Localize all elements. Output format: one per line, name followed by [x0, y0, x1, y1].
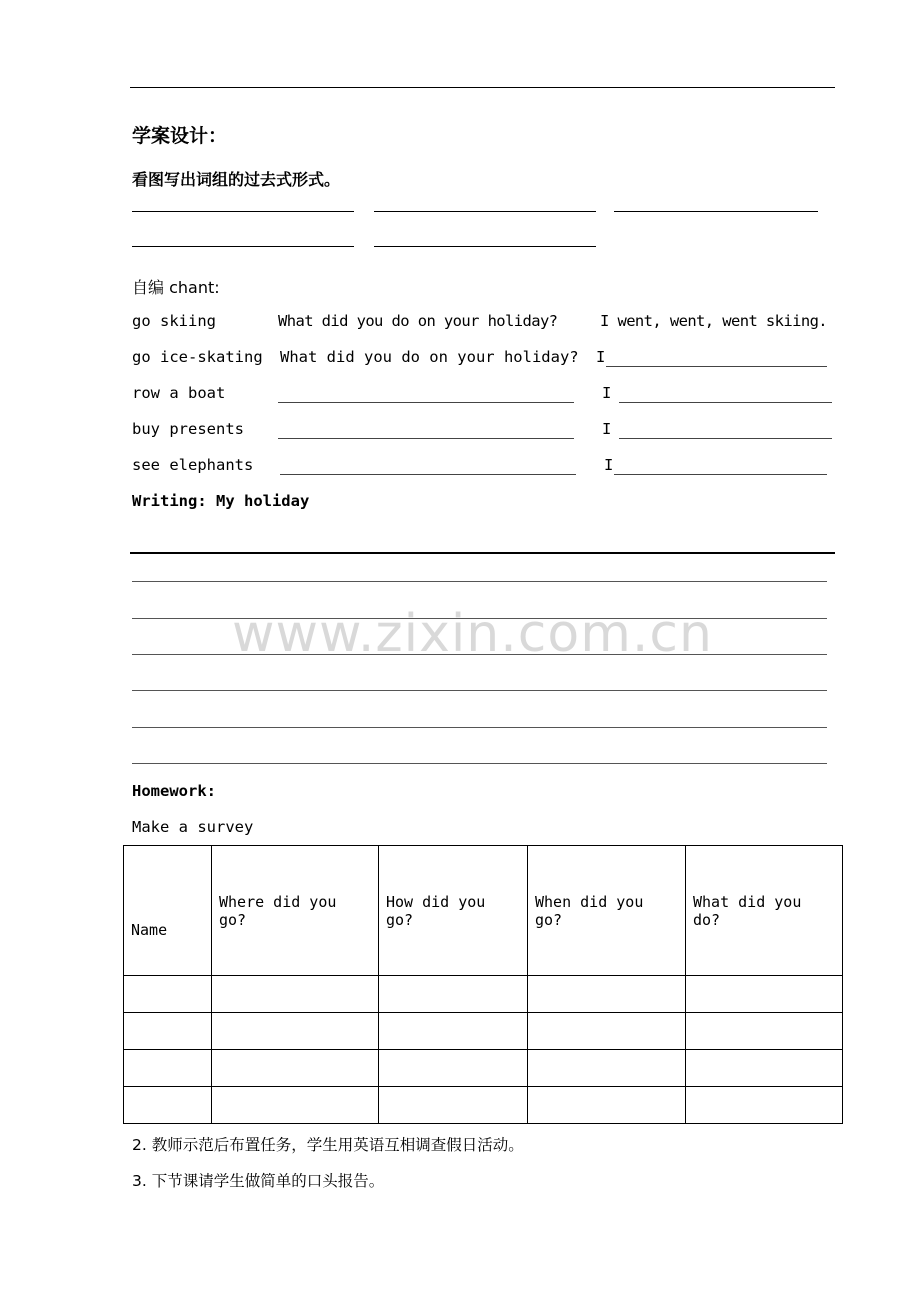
- answer-blank-5[interactable]: [374, 246, 596, 247]
- table-header-row: [124, 846, 843, 976]
- chant-answer: I: [596, 348, 606, 366]
- writing-line[interactable]: [132, 581, 827, 582]
- chant-phrase: see elephants: [132, 456, 254, 474]
- answer-blank-4[interactable]: [132, 246, 354, 247]
- note-3: 3. 下节课请学生做简单的口头报告。: [132, 1172, 385, 1190]
- table-row: [124, 976, 843, 1013]
- table-cell[interactable]: [379, 1013, 528, 1050]
- table-cell[interactable]: [124, 1087, 212, 1124]
- header-where: Where did you go?: [212, 846, 379, 976]
- answer-line[interactable]: [619, 438, 832, 439]
- chant-answer: I went, went, went skiing.: [600, 312, 828, 330]
- question-line[interactable]: [278, 402, 574, 403]
- chant-phrase: buy presents: [132, 420, 244, 438]
- table-cell[interactable]: [528, 976, 686, 1013]
- table-cell[interactable]: [124, 976, 212, 1013]
- top-rule: [130, 87, 835, 88]
- table-cell[interactable]: [686, 1050, 843, 1087]
- table-cell[interactable]: [686, 976, 843, 1013]
- worksheet-title: 学案设计：: [132, 125, 228, 147]
- table-cell[interactable]: [212, 1087, 379, 1124]
- chant-phrase: go ice-skating: [132, 348, 263, 366]
- instruction-text: 看图写出词组的过去式形式。: [132, 170, 341, 189]
- answer-blank-1[interactable]: [132, 211, 354, 212]
- table-cell[interactable]: [212, 1050, 379, 1087]
- header-how: How did you go?: [379, 846, 528, 976]
- table-cell[interactable]: [686, 1013, 843, 1050]
- chant-phrase: go skiing: [132, 312, 216, 330]
- table-row: [124, 1087, 843, 1124]
- table-cell[interactable]: [528, 1013, 686, 1050]
- writing-line[interactable]: [132, 690, 827, 691]
- answer-line[interactable]: [619, 402, 832, 403]
- writing-rule: [130, 552, 835, 554]
- answer-line[interactable]: [606, 366, 827, 367]
- header-name: Name: [124, 846, 212, 976]
- table-cell[interactable]: [379, 976, 528, 1013]
- chant-question: What did you do on your holiday?: [280, 348, 579, 366]
- chant-answer: I: [602, 384, 612, 402]
- table-cell[interactable]: [528, 1087, 686, 1124]
- answer-blank-3[interactable]: [614, 211, 818, 212]
- table-cell[interactable]: [379, 1050, 528, 1087]
- header-when: When did you go?: [528, 846, 686, 976]
- table-row: [124, 1013, 843, 1050]
- writing-line[interactable]: [132, 763, 827, 764]
- chant-answer: I: [604, 456, 614, 474]
- table-cell[interactable]: [124, 1050, 212, 1087]
- table-cell[interactable]: [124, 1013, 212, 1050]
- watermark: www.zixin.com.cn: [232, 604, 713, 664]
- chant-phrase: row a boat: [132, 384, 226, 402]
- homework-heading: Homework:: [132, 782, 216, 800]
- writing-line[interactable]: [132, 727, 827, 728]
- question-line[interactable]: [280, 474, 576, 475]
- survey-table: [123, 845, 843, 1124]
- answer-blank-2[interactable]: [374, 211, 596, 212]
- table-cell[interactable]: [686, 1087, 843, 1124]
- table-cell[interactable]: [379, 1087, 528, 1124]
- table-cell[interactable]: [528, 1050, 686, 1087]
- header-what: What did you do?: [686, 846, 843, 976]
- chant-heading: 自编 chant:: [132, 278, 220, 297]
- table-cell[interactable]: [212, 976, 379, 1013]
- question-line[interactable]: [278, 438, 574, 439]
- chant-answer: I: [602, 420, 612, 438]
- table-cell[interactable]: [212, 1013, 379, 1050]
- chant-question: What did you do on your holiday?: [278, 312, 558, 330]
- note-2: 2. 教师示范后布置任务，学生用英语互相调查假日活动。: [132, 1136, 524, 1154]
- writing-heading: Writing: My holiday: [132, 492, 310, 510]
- table-row: [124, 1050, 843, 1087]
- answer-line[interactable]: [614, 474, 827, 475]
- homework-task: Make a survey: [132, 818, 254, 836]
